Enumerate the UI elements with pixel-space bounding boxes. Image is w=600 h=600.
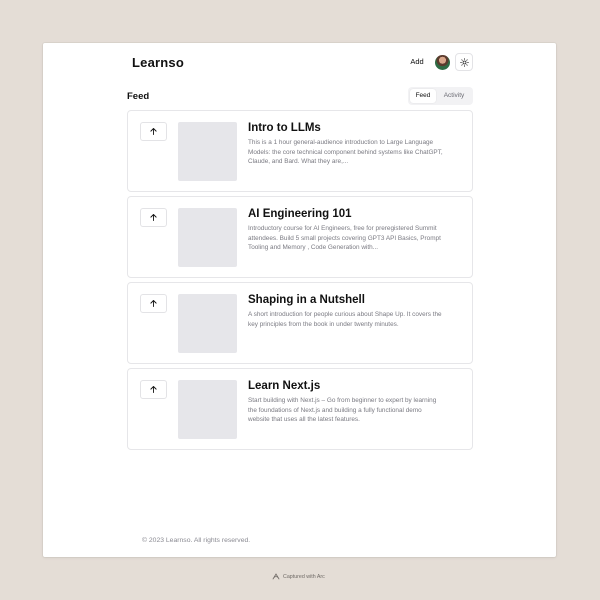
upvote-button[interactable] [140,208,167,227]
theme-toggle-button[interactable] [455,53,473,71]
course-title[interactable]: Learn Next.js [248,380,321,392]
course-description: Start building with Next.js – Go from beginner to expert by learning the foundations of Next.js and building a fully functional demo website that uses all the latest features. [248,397,437,424]
feed-card[interactable] [127,282,473,364]
tab-feed[interactable]: Feed [410,89,436,103]
feed-card[interactable] [127,110,473,192]
course-thumbnail[interactable] [178,380,237,439]
avatar[interactable] [435,55,450,70]
upvote-button[interactable] [140,122,167,141]
view-tabs [408,87,473,105]
capture-badge [272,573,325,580]
course-thumbnail[interactable] [178,122,237,181]
arrow-up-icon [149,385,158,394]
sun-icon [460,58,469,67]
page-title: Feed [127,91,150,102]
course-description: A short introduction for people curious about Shape Up. It covers the key principles from the book in under twenty minutes. [248,311,442,328]
course-description: Introductory course for AI Engineers, free for preregistered Summit attendees. Build 5 small projects covering GPT3 API Basics, Prompt Tooling and Memory , Code Generation with... [248,225,441,252]
course-thumbnail[interactable] [178,294,237,353]
add-button[interactable]: Add [410,57,424,66]
tab-activity[interactable]: Activity [443,92,465,99]
arrow-up-icon [149,213,158,222]
course-title[interactable]: Shaping in a Nutshell [248,294,365,306]
arrow-up-icon [149,127,158,136]
course-thumbnail[interactable] [178,208,237,267]
course-title[interactable]: AI Engineering 101 [248,208,352,220]
arc-logo-icon [272,573,280,580]
brand-logo[interactable]: Learnso [132,55,184,70]
capture-label: Captured with Arc [283,573,325,580]
feed-card[interactable] [127,368,473,450]
upvote-button[interactable] [140,294,167,313]
upvote-button[interactable] [140,380,167,399]
feed-card[interactable] [127,196,473,278]
footer-copyright: © 2023 Learnso. All rights reserved. [142,537,251,544]
arrow-up-icon [149,299,158,308]
course-description: This is a 1 hour general-audience introduction to Large Language Models: the core technical component behind systems like ChatGPT, Claude, and Bard. What they are,... [248,139,443,166]
course-title[interactable]: Intro to LLMs [248,122,321,134]
